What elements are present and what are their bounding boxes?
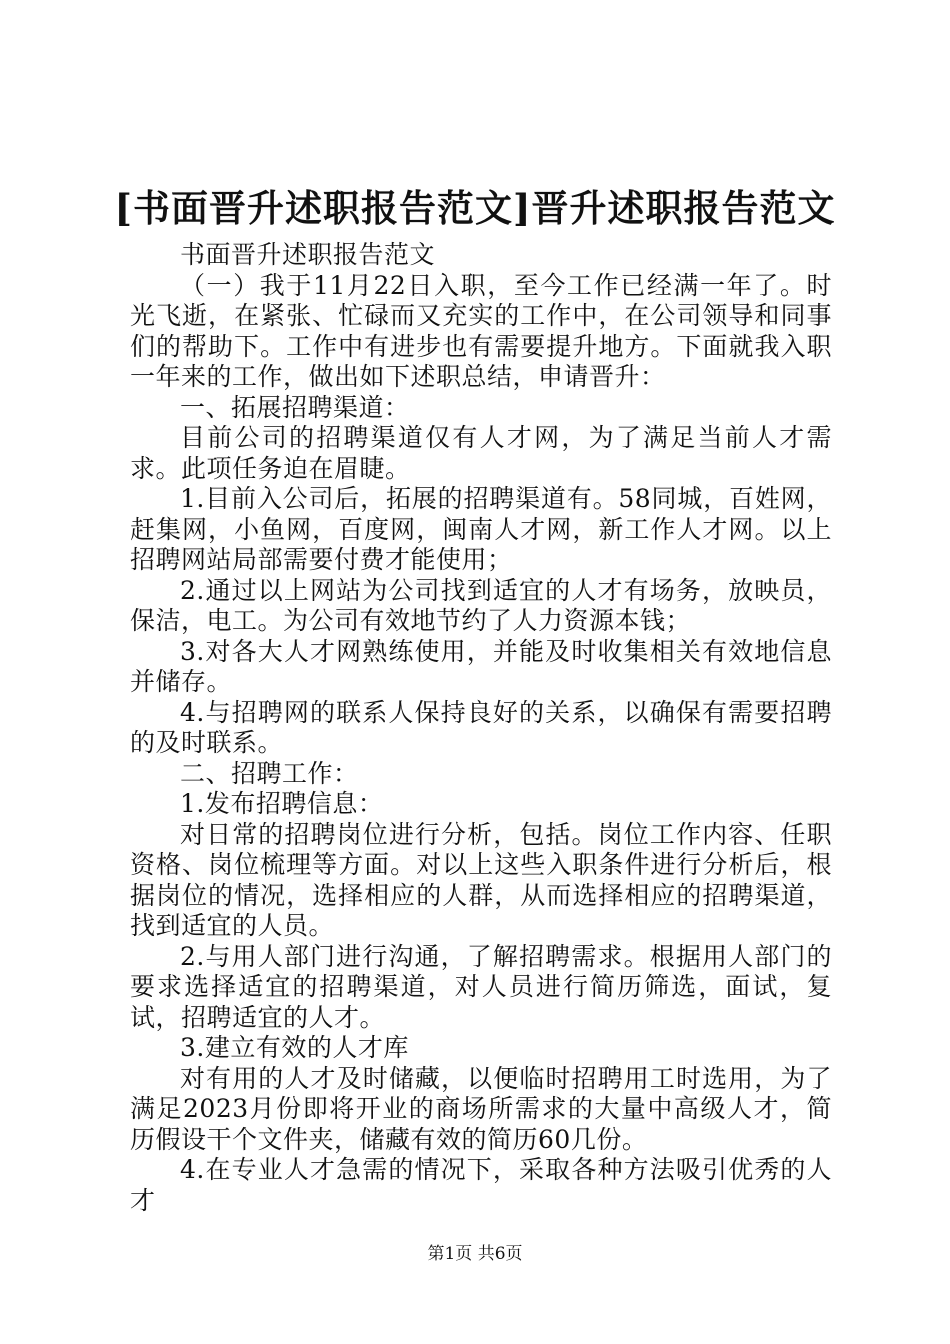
list-item: 2.与用人部门进行沟通，了解招聘需求。根据用人部门的要求选择适宜的招聘渠道，对人员进行简历筛选，面试，复试，招聘适宜的人才。 <box>130 941 832 1032</box>
list-item: 2.通过以上网站为公司找到适宜的人才有场务，放映员，保洁，电工。为公司有效地节约了人力资源本钱； <box>130 575 832 635</box>
page-number: 第1页 共6页 <box>427 1244 523 1264</box>
list-item: 3.对各大人才网熟练使用，并能及时收集相关有效地信息并储存。 <box>130 636 832 696</box>
body-paragraph: 目前公司的招聘渠道仅有人才网，为了满足当前人才需求。此项任务迫在眉睫。 <box>130 423 832 483</box>
document-body <box>130 240 832 1216</box>
list-item: 4.在专业人才急需的情况下，采取各种方法吸引优秀的人才 <box>130 1155 832 1215</box>
sub-heading: 3.建立有效的人才库 <box>180 1033 409 1062</box>
list-item: 4.与招聘网的联系人保持良好的关系，以确保有需要招聘的及时联系。 <box>130 697 832 757</box>
section-heading-2: 二、招聘工作： <box>180 758 359 788</box>
body-paragraph: 对日常的招聘岗位进行分析，包括。岗位工作内容、任职资格、岗位梳理等方面。对以上这些入职条件进行分析后，根据岗位的情况，选择相应的人群，从而选择相应的招聘渠道，找到适宜的人员。 <box>130 819 832 940</box>
subtitle-paragraph: 书面晋升述职报告范文 <box>180 240 436 269</box>
intro-paragraph: （一）我于11月22日入职，至今工作已经满一年了。时光飞逝，在紧张、忙碌而又充实的工作中，在公司领导和同事们的帮助下。工作中有进步也有需要提升地方。下面就我入职一年来的工作，做出如下述职总结，申请晋升： <box>130 270 832 391</box>
section-heading-1: 一、拓展招聘渠道： <box>180 392 410 422</box>
list-item: 1.目前入公司后，拓展的招聘渠道有。58同城，百姓网，赶集网，小鱼网，百度网，闽南人才网，新工作人才网。以上招聘网站局部需要付费才能使用； <box>130 484 832 574</box>
document-title: [书面晋升述职报告范文]晋升述职报告范文 <box>114 186 836 230</box>
sub-heading: 1.发布招聘信息： <box>180 789 384 818</box>
body-paragraph: 对有用的人才及时储藏，以便临时招聘用工时选用，为了满足2023月份即将开业的商场所需求的大量中高级人才，简历假设干个文件夹，储藏有效的简历60几份。 <box>130 1063 832 1154</box>
